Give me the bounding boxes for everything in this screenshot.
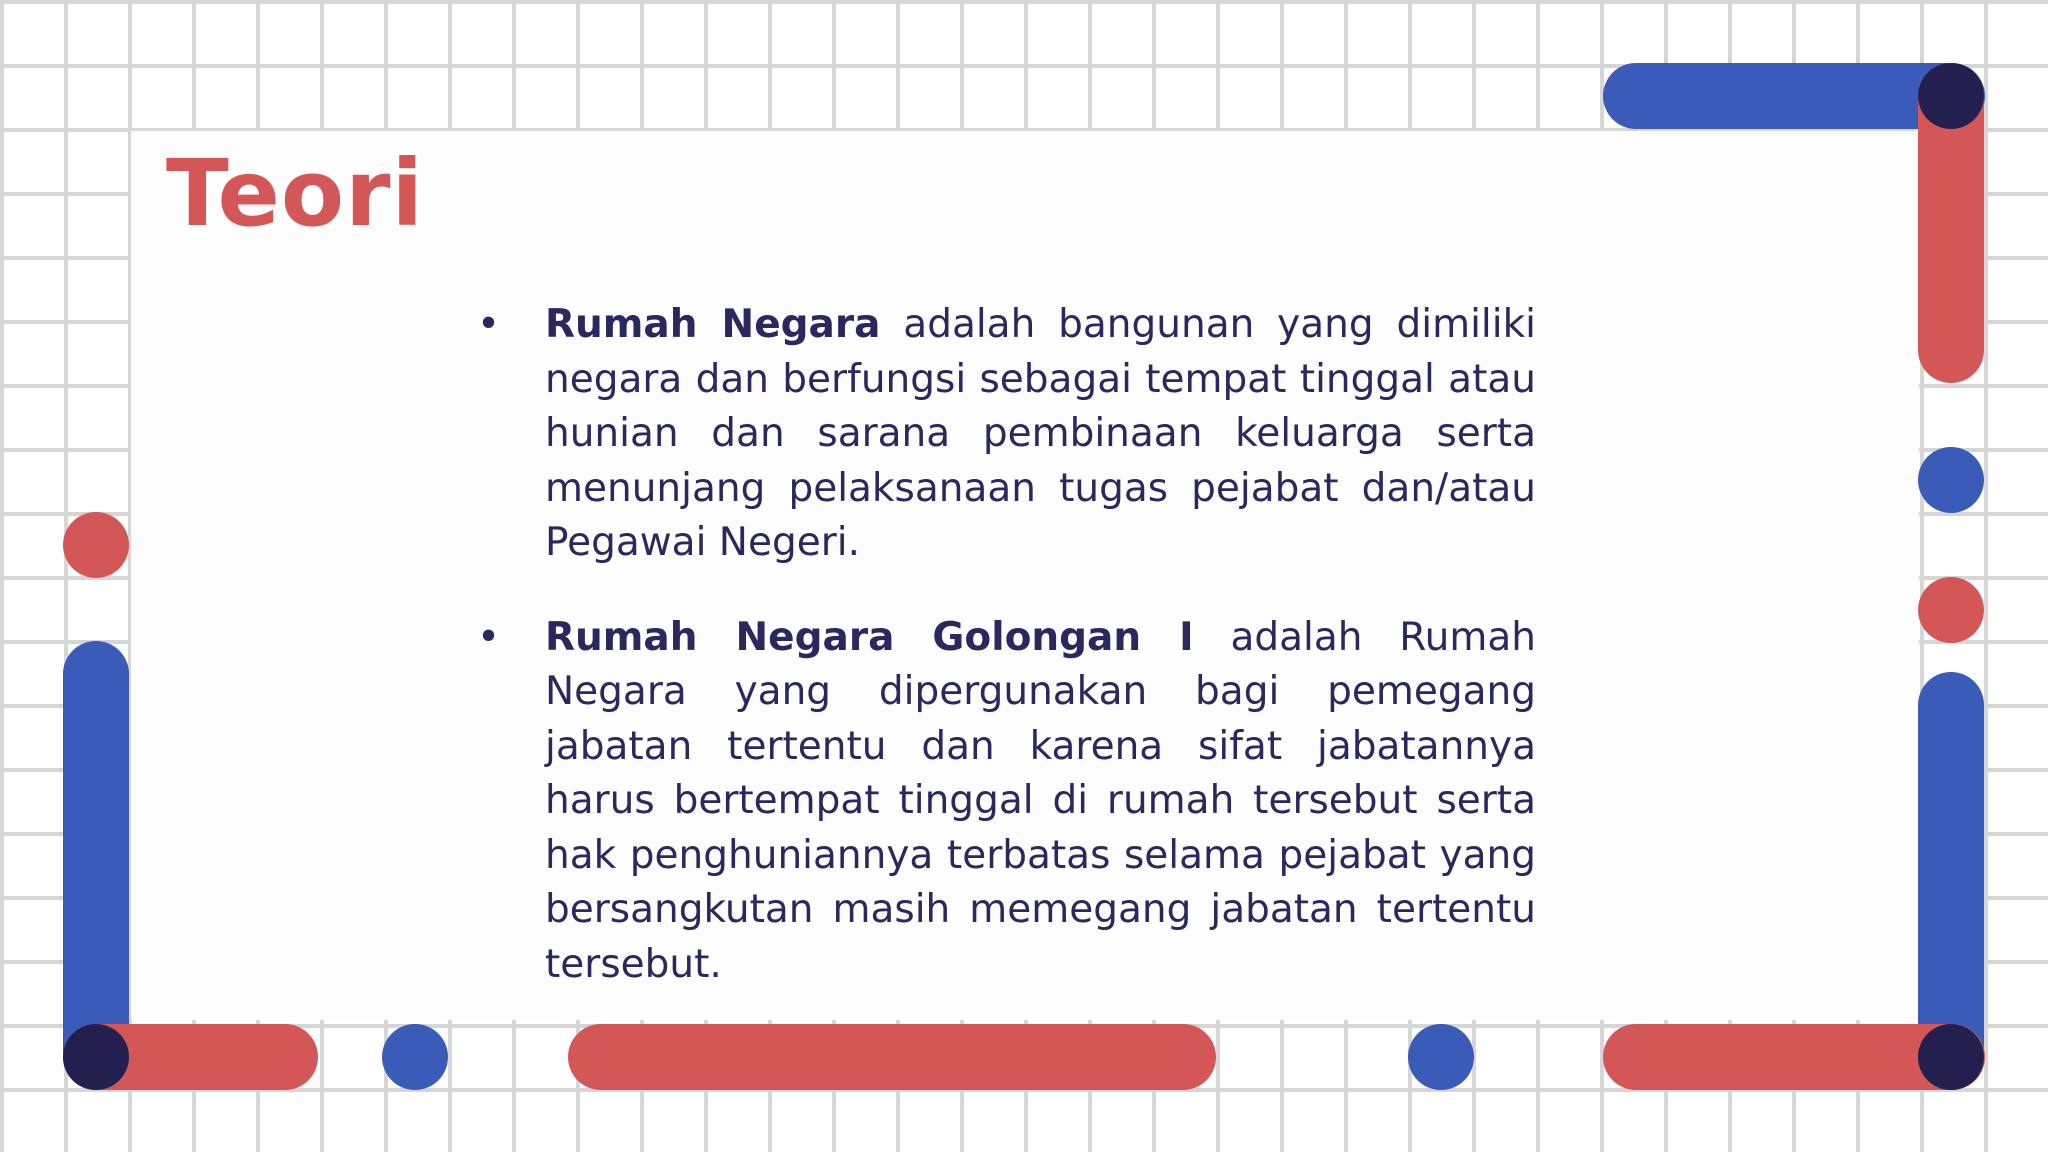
bullet-dot: • [477, 614, 501, 660]
right-blue-dot [1918, 447, 1984, 513]
list-item [470, 611, 1536, 993]
top-right-corner-dot [1918, 63, 1984, 129]
right-red-dot [1918, 577, 1984, 643]
definition-text: adalah bangunan yang dimiliki negara dan berfungsi sebagai tempat tinggal atau hunian dan sarana pembinaan keluarga serta menunjang pelaksanaan tugas pejabat dan/atau Pegawai Negeri. [545, 302, 1536, 565]
bottom-left-corner-dot [63, 1024, 129, 1090]
bullet-dot: • [477, 302, 501, 347]
bottom-blue-dot-right [1408, 1024, 1474, 1090]
definition-list [470, 298, 1536, 1032]
definition-term: Rumah Negara [545, 302, 881, 347]
bottom-blue-dot-left [382, 1024, 448, 1090]
definition-term: Rumah Negara Golongan I [545, 614, 1194, 660]
bottom-right-corner-dot [1918, 1024, 1984, 1090]
list-item [470, 298, 1536, 571]
page-title: Teori [166, 140, 425, 247]
bottom-center-red-bar [568, 1024, 1216, 1090]
bottom-left-blue-bar [63, 641, 129, 1090]
definition-text: adalah Rumah Negara yang dipergunakan bagi pemegang jabatan tertentu dan karena sifat jabatannya harus bertempat tinggal di rumah tersebut serta hak penghuniannya terbatas selama pejabat yang bersangkutan masih memegang jabatan tertentu tersebut. [545, 614, 1536, 987]
left-red-dot [63, 512, 129, 578]
